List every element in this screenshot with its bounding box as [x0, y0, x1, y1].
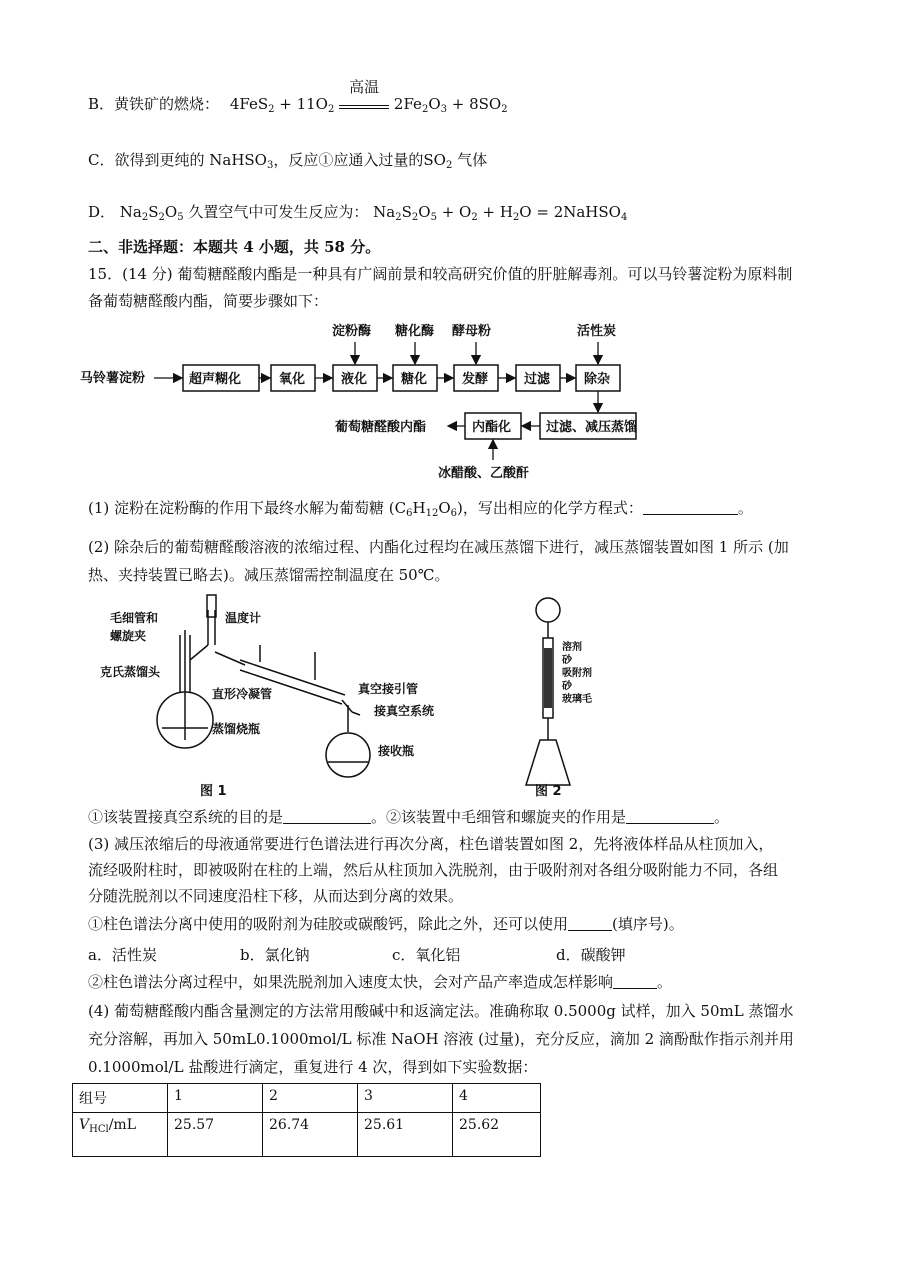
answer-blank-2b[interactable]: [626, 809, 714, 824]
data-table: [72, 1083, 541, 1157]
choice-d[interactable]: d．碳酸钾: [556, 946, 626, 964]
flow-step-8: 过滤、减压蒸馏: [546, 420, 638, 435]
flow-step-1: 超声糊化: [189, 372, 242, 387]
fig2-label-glasswool: 玻璃毛: [562, 694, 592, 705]
q15-part4-line2: 充分溶解，再加入 50mL0.1000mol/L 标准 NaOH 溶液 (过量)，充分反应，滴加 2 滴酚酞作指示剂并用: [88, 1030, 794, 1048]
flow-additive-3: 淀粉酶: [332, 324, 372, 339]
flow-step-7: 除杂: [584, 372, 611, 387]
fig1-label-capillary: 毛细管和: [110, 611, 159, 625]
flow-additive-9: 冰醋酸、乙酸酐: [438, 466, 530, 481]
q15-part1: (1) 淀粉在淀粉酶的作用下最终水解为葡萄糖 $(C_6H_{12}O_6)$，写出相应的化学方程式： 。: [88, 499, 753, 519]
fig1-label-flask: 蒸馏烧瓶: [212, 722, 261, 736]
condition-label: 高温: [349, 78, 380, 96]
fig1-label-receiver: 接收瓶: [378, 744, 415, 758]
flow-step-4: 糖化: [401, 372, 428, 387]
figure-1-apparatus: [100, 590, 500, 800]
fig1-label-vacuum: 接真空系统: [374, 704, 435, 718]
flow-step-6: 过滤: [524, 372, 551, 387]
flow-end: 葡萄糖醛酸内酯: [335, 420, 427, 435]
flow-step-5: 发酵: [462, 372, 489, 387]
table-row-label: $V_{HCl}/mL$: [73, 1113, 168, 1157]
q15-part3-q2: ②柱色谱法分离过程中，如果洗脱剂加入速度太快，会对产品产率造成怎样影响 。: [88, 973, 673, 991]
q15-part3-q1: ①柱色谱法分离中使用的吸附剂为硅胶或碳酸钙，除此之外，还可以使用 (填序号)。: [88, 915, 684, 933]
fig1-label-head: 克氏蒸馏头: [100, 665, 161, 679]
choice-b[interactable]: b．氯化钠: [240, 946, 310, 964]
flow-start: 马铃薯淀粉: [80, 371, 146, 386]
table-header-cell: 3: [358, 1084, 453, 1113]
q15-intro-1: 15．(14 分) 葡萄糖醛酸内酯是一种具有广阔前景和较高研究价值的肝脏解毒剂。可以马铃薯淀粉为原料制: [88, 265, 793, 283]
fig2-label-adsorbent: 吸附剂: [562, 668, 592, 679]
q15-intro-2: 备葡萄糖醛酸内酯，简要步骤如下：: [88, 292, 329, 310]
flow-step-2: 氧化: [279, 372, 306, 387]
equation-b-right: $2Fe_2O_3 + 8SO_2$: [393, 95, 508, 115]
q15-part2-line2: 热、夹持装置已略去)。减压蒸馏需控制温度在 50℃。: [88, 566, 450, 584]
table-cell: 25.61: [358, 1113, 453, 1157]
fig1-label-thermometer: 温度计: [225, 611, 262, 625]
q15-part4-line1: (4) 葡萄糖醛酸内酯含量测定的方法常用酸碱中和返滴定法。准确称取 0.5000g 试样，加入 50mL 蒸馏水: [88, 1002, 794, 1020]
table-header-label: 组号: [73, 1084, 168, 1113]
fig2-label-sand1: 砂: [562, 655, 572, 666]
q15-part2-line1: (2) 除杂后的葡萄糖醛酸溶液的浓缩过程、内酯化过程均在减压蒸馏下进行，减压蒸馏装置如图 1 所示 (加: [88, 538, 789, 556]
table-cell: 26.74: [263, 1113, 358, 1157]
flow-step-9: 内酯化: [472, 420, 512, 435]
condition-arrow: [339, 78, 389, 109]
fig2-caption: 图 2: [535, 784, 562, 799]
fig2-label-solvent: 溶剂: [562, 642, 582, 653]
equation-b-left: $4FeS_2 + 11O_2$: [229, 95, 335, 115]
fig1-label-adapter: 真空接引管: [358, 682, 419, 696]
q15-part3-line3: 分随洗脱剂以不同速度沿柱下移，从而达到分离的效果。: [88, 887, 464, 905]
process-flowchart: [80, 315, 640, 490]
q15-part4-line3: 0.1000mol/L 盐酸进行滴定，重复进行 4 次，得到如下实验数据：: [88, 1058, 538, 1076]
q15-part3-line1: (3) 减压浓缩后的母液通常要进行色谱法进行再次分离，柱色谱装置如图 2，先将液体样品从柱顶加入，: [88, 835, 774, 853]
fig1-label-clamp: 螺旋夹: [110, 629, 147, 643]
option-c: C．欲得到更纯的 NaHSO$_3$，反应①应通入过量的$SO_2$ 气体: [88, 151, 488, 171]
flow-additive-5: 酵母粉: [452, 324, 492, 339]
table-header-cell: 1: [168, 1084, 263, 1113]
section-heading: 二、非选择题：本题共 4 小题，共 58 分。: [88, 238, 381, 256]
flow-additive-4: 糖化酶: [395, 324, 435, 339]
fig1-caption: 图 1: [200, 784, 227, 799]
option-d: D． $Na_2S_2O_5$ 久置空气中可发生反应为： $Na_2S_2O_5 + O_2 + H_2O$ = 2NaHSO$_4$: [88, 203, 628, 223]
table-header-cell: 2: [263, 1084, 358, 1113]
answer-blank-2a[interactable]: [283, 809, 371, 824]
q15-part3-line2: 流经吸附柱时，即被吸附在柱的上端，然后从柱顶加入洗脱剂，由于吸附剂对各组分吸附能力不同，各组: [88, 861, 779, 879]
option-b: B．黄铁矿的燃烧： $4FeS_2 + 11O_2$ 高温 $2Fe_2O_3 + 8SO_2$: [88, 78, 508, 115]
flow-step-3: 液化: [341, 372, 368, 387]
table-cell: 25.62: [453, 1113, 541, 1157]
answer-blank-3a[interactable]: [568, 916, 612, 931]
table-row: [73, 1113, 541, 1157]
choice-a[interactable]: a．活性炭: [88, 946, 157, 964]
answer-blank-1[interactable]: [643, 500, 738, 515]
figure-2-column: [510, 590, 630, 800]
q15-part2-questions: ①该装置接真空系统的目的是 。②该装置中毛细管和螺旋夹的作用是 。: [88, 808, 730, 826]
choice-c[interactable]: c．氧化铝: [392, 946, 461, 964]
table-header-row: [73, 1084, 541, 1113]
table-header-cell: 4: [453, 1084, 541, 1113]
table-cell: 25.57: [168, 1113, 263, 1157]
fig1-label-condenser: 直形冷凝管: [212, 687, 273, 701]
fig2-label-sand2: 砂: [562, 681, 572, 692]
flow-additive-7: 活性炭: [577, 324, 617, 339]
answer-blank-3b[interactable]: [613, 974, 657, 989]
